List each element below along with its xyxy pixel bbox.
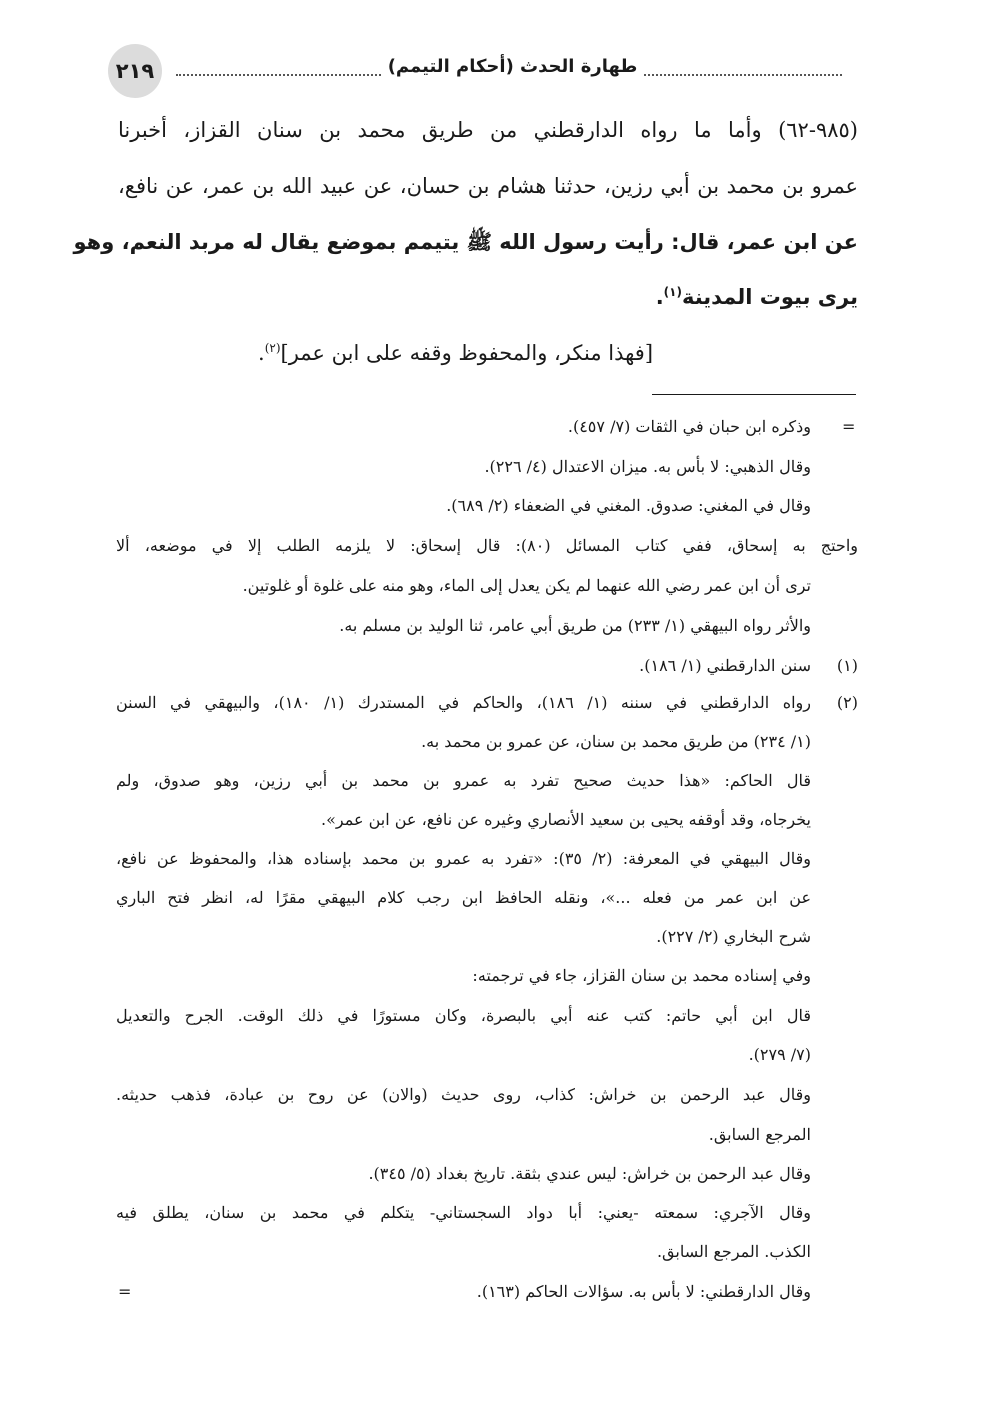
running-header-title: طهارة الحدث (أحكام التيمم) xyxy=(387,56,638,77)
footnote-line: رواه الدارقطني في سننه (١/ ١٨٦)، والحاكم في المستدرك (١/ ١٨٠)، والبيهقي في السنن xyxy=(116,693,811,712)
main-text-line: عمرو بن محمد بن أبي رزين، حدثنا هشام بن حسان، عن عبيد الله بن عمر، عن نافع، xyxy=(118,174,858,198)
footnote-line: شرح البخاري (٢/ ٢٢٧). xyxy=(656,927,811,946)
footnote-line: وقال الآجري: سمعته -يعني: أبا دواد السجستاني- يتكلم في محمد بن سنان، يطلق فيه xyxy=(116,1203,811,1222)
page-number: ٢١٩ xyxy=(115,59,155,83)
footnote-separator xyxy=(652,394,856,395)
main-text-line: (٩٨٥-٦٢) وأما ما رواه الدارقطني من طريق محمد بن سنان القزاز، أخبرنا xyxy=(118,118,858,142)
footnote-line: وقال عبد الرحمن بن خراش: ليس عندي بثقة. تاريخ بغداد (٥/ ٣٤٥). xyxy=(368,1164,811,1183)
header-dotted-leader-left xyxy=(176,74,381,76)
footnote-line: وقال الذهبي: لا بأس به. ميزان الاعتدال (٤/ ٢٢٦). xyxy=(484,457,811,476)
ruling-line xyxy=(258,339,858,367)
period: . xyxy=(655,285,664,309)
continuation-mark: = xyxy=(842,417,856,436)
footnote-line: قال الحاكم: «هذا حديث صحيح تفرد به عمرو بن محمد بن أبي رزين، وهو صدوق، ولم xyxy=(116,771,811,790)
footnote-line: وقال البيهقي في المعرفة: (٢/ ٣٥): «تفرد به عمرو بن محمد بإسناده هذا، والمحفوظ عن نافع، xyxy=(116,849,811,868)
footnote-line: عن ابن عمر من فعله ...»، ونقله الحافظ ابن رجب كلام البيهقي مقرًا له، انظر فتح الباري xyxy=(116,888,811,907)
header-dotted-leader-right xyxy=(644,74,842,76)
footnote-line: (٧/ ٢٧٩). xyxy=(748,1045,811,1064)
footnote-marker-2: (٢) xyxy=(836,693,858,712)
footnote-line: وقال الدارقطني: لا بأس به. سؤالات الحاكم (١٦٣). xyxy=(476,1282,811,1301)
footnote-line: وقال في المغني: صدوق. المغني في الضعفاء (٢/ ٦٨٩). xyxy=(446,496,811,515)
footnote-line: وفي إسناده محمد بن سنان القزاز، جاء في ترجمته: xyxy=(472,966,811,985)
footnote-line: ترى أن ابن عمر رضي الله عنهما لم يكن يعدل إلى الماء، وهو منه على غلوة أو غلوتين. xyxy=(242,576,811,595)
footnote-line: المرجع السابق. xyxy=(708,1125,811,1144)
footnote-line: الكذب. المرجع السابق. xyxy=(656,1242,811,1261)
ruling-text: [فهذا منكر، والمحفوظ وقفه على ابن عمر] xyxy=(280,341,654,365)
page-number-badge xyxy=(108,44,162,98)
hadith-text-line: عن ابن عمر، قال: رأيت رسول الله ﷺ يتيمم بموضع يقال له مربد النعم، وهو xyxy=(73,230,858,254)
period: . xyxy=(258,341,265,365)
footnote-line: واحتج به إسحاق، ففي كتاب المسائل (٨٠): قال إسحاق: لا يلزمه الطلب إلا في موضعه، ألا xyxy=(116,536,858,555)
footnote-line: يخرجاه، وقد أوقفه يحيى بن سعيد الأنصاري وغيره عن نافع، عن ابن عمر». xyxy=(321,810,811,829)
hadith-text-line xyxy=(118,283,858,311)
footnote-marker-1: (١) xyxy=(836,656,858,675)
footnote-line: (١/ ٢٣٤) من طريق محمد بن سنان، عن عمرو بن محمد به. xyxy=(421,732,811,751)
footnote-ref-1: (١) xyxy=(663,285,682,299)
footnote-line: والأثر رواه البيهقي (١/ ٢٣٣) من طريق أبي عامر، ثنا الوليد بن مسلم به. xyxy=(339,616,811,635)
footnote-line: قال ابن أبي حاتم: كتب عنه أبي بالبصرة، وكان مستورًا في ذلك الوقت. الجرح والتعديل xyxy=(116,1006,811,1025)
footnote-line: وقال عبد الرحمن بن خراش: كذاب، روى حديث (والان) عن روح بن عبادة، فذهب حديثه. xyxy=(116,1085,811,1104)
continuation-end-mark: = xyxy=(118,1282,132,1301)
footnote-line: وذكره ابن حبان في الثقات (٧/ ٤٥٧). xyxy=(567,417,811,436)
footnote-ref-2: (٢) xyxy=(264,341,281,355)
footnote-line: سنن الدارقطني (١/ ١٨٦). xyxy=(639,656,811,675)
hadith-text-end: يرى بيوت المدينة xyxy=(681,285,858,309)
